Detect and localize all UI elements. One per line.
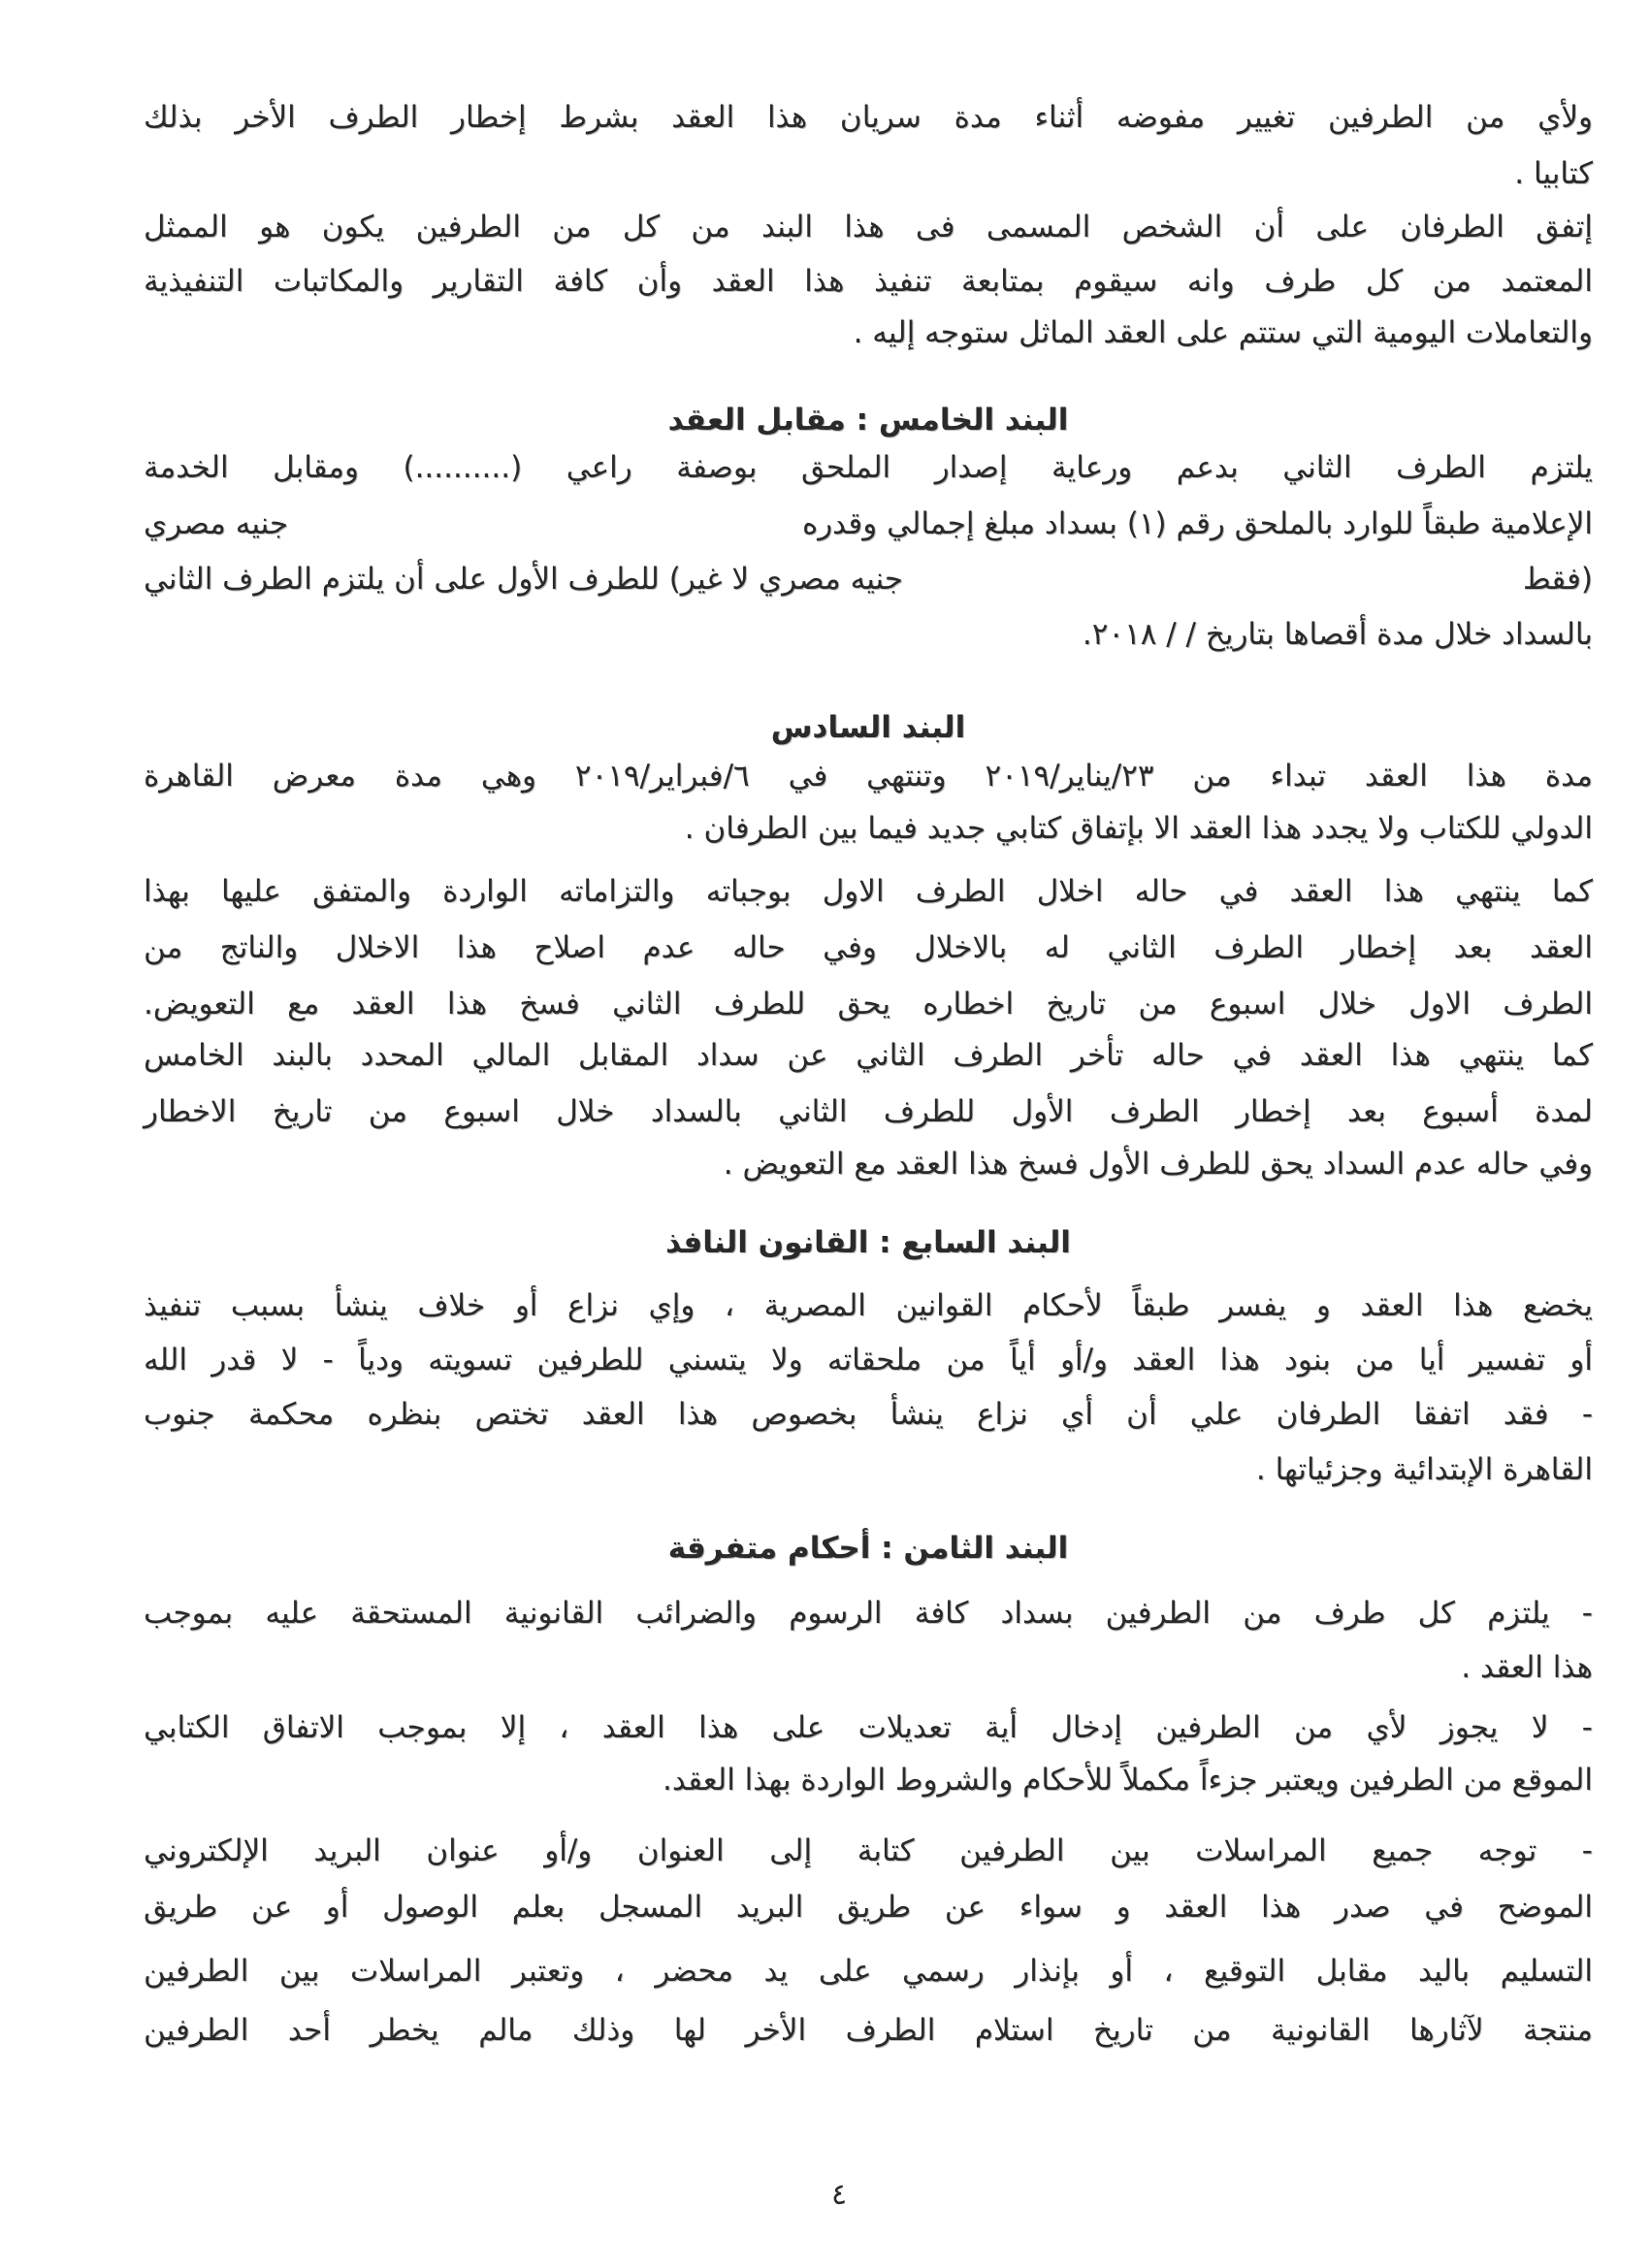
paragraph-line: مدة هذا العقد تبداء من ٢٣/يناير/٢٠١٩ وتنتهي في ٦/فبراير/٢٠١٩ وهي مدة معرض القاهرة bbox=[144, 759, 1593, 794]
paragraph-line: بالسداد خلال مدة أقصاها بتاريخ / / ٢٠١٨. bbox=[1082, 617, 1593, 652]
paragraph-line: التسليم باليد مقابل التوقيع ، أو بإنذار رسمي على يد محضر ، وتعتبر المراسلات بين الطرفين bbox=[144, 1954, 1593, 1989]
paragraph-line bbox=[144, 497, 1593, 551]
section-heading: البند السادس bbox=[770, 710, 966, 745]
paragraph-line: القاهرة الإبتدائية وجزئياتها . bbox=[1255, 1452, 1593, 1487]
paragraph-line: العقد بعد إخطار الطرف الثاني له بالاخلال وفي حاله عدم اصلاح هذا الاخلال والناتج من bbox=[144, 930, 1593, 965]
paragraph-line: كما ينتهي هذا العقد في حاله اخلال الطرف الاول بوجباته والتزاماته الواردة والمتفق عليها بهذا bbox=[144, 874, 1593, 909]
paragraph-line: ولأي من الطرفين تغيير مفوضه أثناء مدة سريان هذا العقد بشرط إخطار الطرف الأخر بذلك bbox=[144, 100, 1593, 135]
paragraph-line: الموقع من الطرفين ويعتبر جزءاً مكملاً للأحكام والشروط الواردة بهذا العقد. bbox=[662, 1763, 1593, 1798]
paragraph-line: المعتمد من كل طرف وانه سيقوم بمتابعة تنفيذ هذا العقد وأن كافة التقارير والمكاتبات التنفيذية bbox=[144, 264, 1593, 299]
text-segment: جنيه مصري لا غير) للطرف الأول على أن يلتزم الطرف الثاني bbox=[144, 562, 904, 597]
paragraph-line: يلتزم الطرف الثاني بدعم ورعاية إصدار الملحق بوصفة راعي (..........) ومقابل الخدمة bbox=[144, 450, 1593, 485]
paragraph-line: كما ينتهي هذا العقد في حاله تأخر الطرف الثاني عن سداد المقابل المالي المحدد بالبند الخامس bbox=[144, 1038, 1593, 1073]
paragraph-line: أو تفسير أيا من بنود هذا العقد و/أو أياً من ملحقاته ولا يتسني للطرفين تسويته ودياً - لا قدر الله bbox=[144, 1343, 1593, 1377]
paragraph-line: يخضع هذا العقد و يفسر طبقاً لأحكام القوانين المصرية ، وإي نزاع أو خلاف ينشأ بسبب تنفيذ bbox=[144, 1288, 1593, 1323]
paragraph-line: الموضح في صدر هذا العقد و سواء عن طريق البريد المسجل بعلم الوصول أو عن طريق bbox=[144, 1890, 1593, 1925]
text-segment: (فقط bbox=[1522, 562, 1593, 597]
paragraph-line: والتعاملات اليومية التي ستتم على العقد الماثل ستوجه إليه . bbox=[853, 315, 1593, 350]
section-heading: البند الخامس : مقابل العقد bbox=[667, 403, 1069, 437]
paragraph-line: منتجة لآثارها القانونية من تاريخ استلام الطرف الأخر لها وذلك مالم يخطر أحد الطرفين bbox=[144, 2013, 1593, 2048]
paragraph-line: الدولي للكتاب ولا يجدد هذا العقد الا بإتفاق كتابي جديد فيما بين الطرفان . bbox=[684, 811, 1593, 846]
paragraph-line: كتابيا . bbox=[1514, 156, 1593, 191]
section-heading: البند الثامن : أحكام متفرقة bbox=[667, 1531, 1069, 1566]
paragraph-line: - توجه جميع المراسلات بين الطرفين كتابة إلى العنوان و/أو عنوان البريد الإلكتروني bbox=[144, 1833, 1593, 1868]
paragraph-line: لمدة أسبوع بعد إخطار الطرف الأول للطرف الثاني بالسداد خلال اسبوع من تاريخ الاخطار bbox=[144, 1094, 1593, 1129]
paragraph-line: وفي حاله عدم السداد يحق للطرف الأول فسخ هذا العقد مع التعويض . bbox=[723, 1147, 1593, 1182]
paragraph-line: هذا العقد . bbox=[1461, 1650, 1593, 1685]
text-segment: جنيه مصري bbox=[144, 506, 289, 541]
section-heading: البند السابع : القانون النافذ bbox=[665, 1225, 1071, 1260]
text-segment: الإعلامية طبقاً للوارد بالملحق رقم (١) بسداد مبلغ إجمالي وقدره bbox=[801, 506, 1593, 541]
paragraph-line: الطرف الاول خلال اسبوع من تاريخ اخطاره يحق للطرف الثاني فسخ هذا العقد مع التعويض. bbox=[144, 987, 1593, 1021]
paragraph-line bbox=[144, 552, 1593, 606]
paragraph-line: - لا يجوز لأي من الطرفين إدخال أية تعديلات على هذا العقد ، إلا بموجب الاتفاق الكتابي bbox=[144, 1710, 1593, 1745]
paragraph-line: إتفق الطرفان على أن الشخص المسمى فى هذا البند من كل من الطرفين يكون هو الممثل bbox=[144, 210, 1593, 244]
paragraph-line: - يلتزم كل طرف من الطرفين بسداد كافة الرسوم والضرائب القانونية المستحقة عليه بموجب bbox=[144, 1596, 1593, 1631]
page-number: ٤ bbox=[830, 2178, 848, 2212]
paragraph-line: - فقد اتفقا الطرفان علي أن أي نزاع ينشأ بخصوص هذا العقد تختص بنظره محكمة جنوب bbox=[144, 1397, 1593, 1432]
